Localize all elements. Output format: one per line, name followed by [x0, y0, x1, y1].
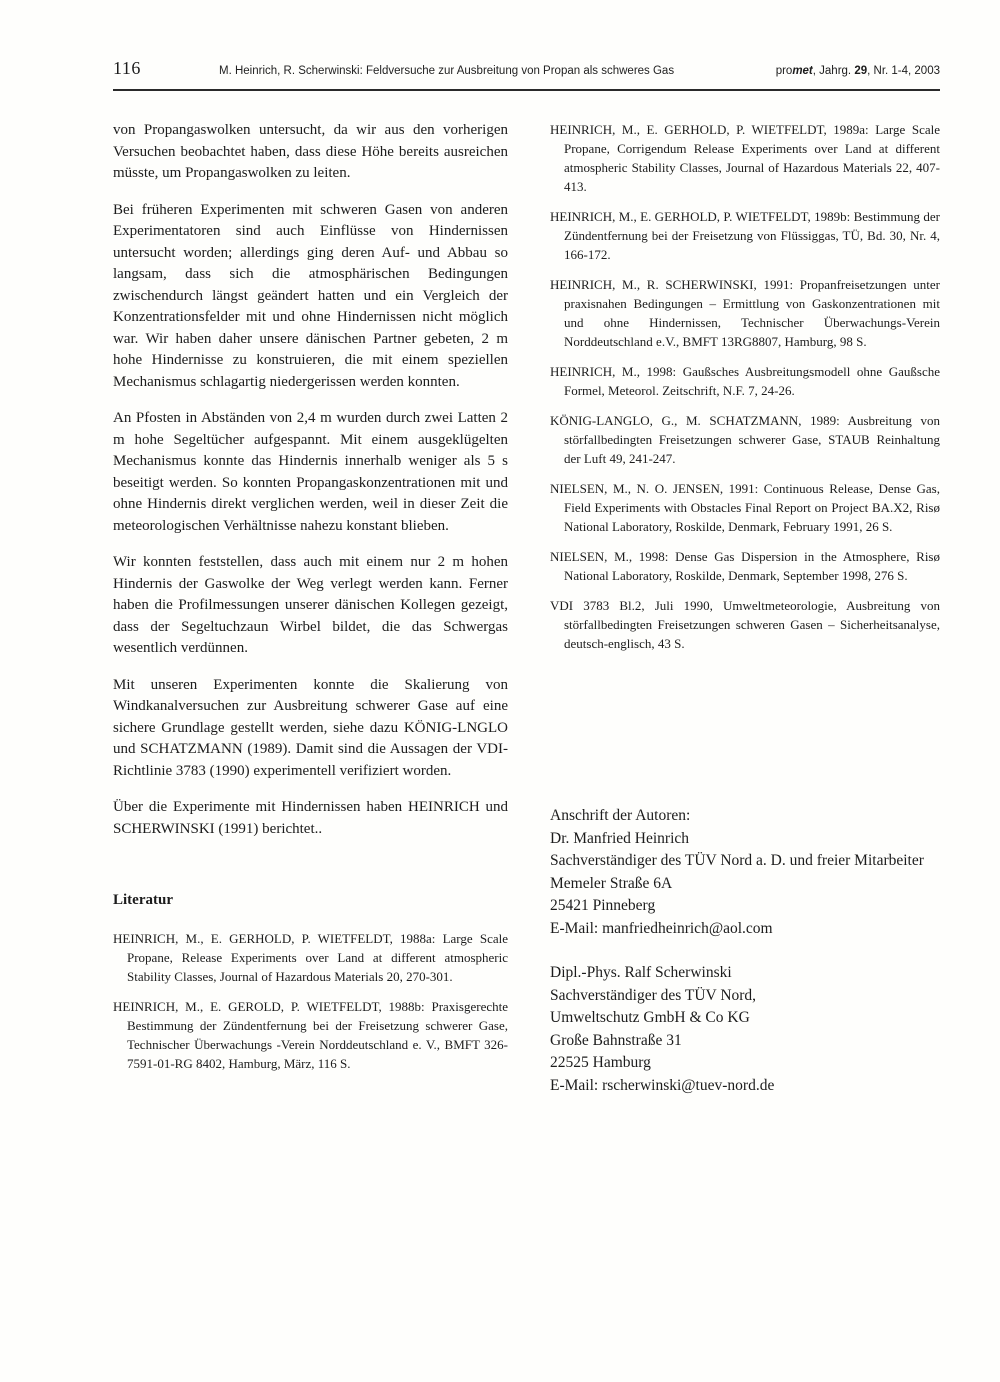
right-column: [550, 120, 940, 1119]
author-line: Umweltschutz GmbH & Co KG: [550, 1009, 750, 1026]
journal-middle: , Jahrg.: [812, 65, 855, 77]
reference: NIELSEN, M., N. O. JENSEN, 1991: Continuous Release, Dense Gas, Field Experiments with Obstacles Final Report on Project BA.X2, Risø National Laboratory, Roskilde, Denmark, February 1991, 26 S.: [550, 481, 940, 534]
reference: HEINRICH, M., E. GERHOLD, P. WIETFELDT, 1989a: Large Scale Propane, Corrigendum Release Experiments over Land at different atmospheric Stability Classes, Journal of Hazardous Materials 22, 407-413.: [550, 122, 940, 194]
reference: HEINRICH, M., E. GERHOLD, P. WIETFELDT, 1989b: Bestimmung der Zündentfernung bei der Freisetzung von Flüssiggas, TÜ, Bd. 30, Nr. 4, 166-172.: [550, 209, 940, 262]
author-address: [550, 962, 940, 1097]
author-email: E-Mail: manfriedheinrich@aol.com: [550, 919, 773, 937]
author-line: Memeler Straße 6A: [550, 874, 673, 892]
journal-volume: 29: [854, 65, 868, 77]
journal-info: [776, 65, 940, 77]
author-line: Große Bahnstraße 31: [550, 1031, 682, 1049]
paragraph: Wir konnten feststellen, dass auch mit einem nur 2 m hohen Hindernis der Gaswolke der Weg verlegt werden kann. Ferner haben die Profilmessungen unserer dänischen Kollegen gezeigt, dass der Segeltuchzaun Wirbel bildet, die das Schwergas wesentlich verdünnen.: [113, 554, 508, 656]
author-line: Sachverständiger des TÜV Nord a. D. und freier Mitarbeiter: [550, 852, 924, 869]
page-body: [113, 120, 940, 1119]
reference: VDI 3783 Bl.2, Juli 1990, Umweltmeteorologie, Ausbreitung von störfallbedingten Freisetzungen schweren Gasen – Sicherheitsanalyse, deutsch-englisch, 43 S.: [550, 598, 940, 651]
paragraph: Bei früheren Experimenten mit schweren Gasen von anderen Experimentatoren sind auch Einflüsse von Hindernissen untersucht worden; allerdings ging deren Auf- und Abbau so langsam, dass sich die atmosphärischen Bedingungen zwischendurch längst geändert hatten und ein Vergleich der Konzentrationsfelder mit und ohne Hindernissen nicht möglich war. Wir haben daher unsere dänischen Partner gebeten, 2 m hohe Hindernisse zu konstruieren, die mit einem speziellen Mechanismus schlagartig niedergerissen werden konnten.: [113, 201, 508, 390]
paragraph: An Pfosten in Abständen von 2,4 m wurden durch zwei Latten 2 m hohe Segeltücher aufgespannt. Mit einem ausgeklügelten Mechanismus konnte das Hindernis innerhalb weniger als 5 s beseitigt werden. So konnten Propangaskonzentrationen mit und ohne Hindernis direkt verglichen werden, weil in dieser Zeit die meteorologischen Verhältnisse nahezu konstant blieben.: [113, 410, 508, 534]
reference: HEINRICH, M., R. SCHERWINSKI, 1991: Propanfreisetzungen unter praxisnahen Bedingungen – Ermittlung von Gaskonzentrationen mit und ohne Hindernissen, Technischer Überwachungs-Verein Norddeutschland e.V., BMFT 13RG8807, Hamburg, 98 S.: [550, 277, 940, 349]
authors-heading: Anschrift der Autoren:: [550, 807, 691, 824]
reference: HEINRICH, M., 1998: Gaußsches Ausbreitungsmodell ohne Gaußsche Formel, Meteorol. Zeitschrift, N.F. 7, 24-26.: [550, 364, 940, 398]
reference: HEINRICH, M., E. GEROLD, P. WIETFELDT, 1988b: Praxisgerechte Bestimmung der Zündentfernung bei der Freisetzung schwerer Gase, Technischer Überwachungs -Verein Norddeutschland e. V., BMFT 326-7591-01-RG 8402, Hamburg, März, 116 S.: [113, 999, 508, 1071]
author-line: Sachverständiger des TÜV Nord,: [550, 986, 757, 1004]
author-line: 25421 Pinneberg: [550, 897, 656, 914]
paragraph: Mit unseren Experimenten konnte die Skalierung von Windkanalversuchen zur Ausbreitung schwerer Gase auf eine sichere Grundlage gestellt werden, siehe dazu KÖNIG-LNGLO und SCHATZMANN (1989). Damit sind die Aussagen der VDI-Richtlinie 3783 (1990) experimentell verifiziert worden.: [113, 676, 508, 779]
author-line: Dr. Manfried Heinrich: [550, 829, 690, 847]
reference: HEINRICH, M., E. GERHOLD, P. WIETFELDT, 1988a: Large Scale Propane, Release Experiments over Land at different atmospheric Stability Classes, Journal of Hazardous Materials 20, 270-301.: [113, 931, 508, 984]
reference: NIELSEN, M., 1998: Dense Gas Dispersion in the Atmosphere, Risø National Laboratory, Roskilde, Denmark, September 1998, 276 S.: [550, 549, 940, 583]
journal-brand: met: [792, 65, 813, 77]
author-line: 22525 Hamburg: [550, 1054, 651, 1071]
reference: KÖNIG-LANGLO, G., M. SCHATZMANN, 1989: Ausbreitung von störfallbedingten Freisetzungen schwerer Gase, STAUB Reinhaltung der Luft 49, 241-247.: [550, 413, 940, 466]
left-column: [113, 120, 508, 1119]
author-address: [550, 828, 940, 941]
authors-block: [550, 805, 940, 1097]
paragraph: von Propangaswolken untersucht, da wir aus den vorherigen Versuchen beobachtet haben, dass diese Höhe bereits ausreichen müsste, um Propangaswolken zu leiten.: [113, 122, 508, 181]
paragraph: Über die Experimente mit Hindernissen haben HEINRICH und SCHERWINSKI (1991) berichtet..: [113, 799, 508, 837]
page-header: [113, 58, 940, 91]
journal-prefix: pro: [775, 65, 793, 77]
literatur-heading: Literatur: [113, 892, 173, 908]
page-number: 116: [113, 58, 141, 78]
running-title: M. Heinrich, R. Scherwinski: Feldversuche zur Ausbreitung von Propan als schweres Gas: [219, 65, 675, 77]
author-email: E-Mail: rscherwinski@tuev-nord.de: [550, 1076, 775, 1094]
author-line: Dipl.-Phys. Ralf Scherwinski: [550, 964, 732, 981]
journal-tail: , Nr. 1-4, 2003: [867, 65, 940, 77]
